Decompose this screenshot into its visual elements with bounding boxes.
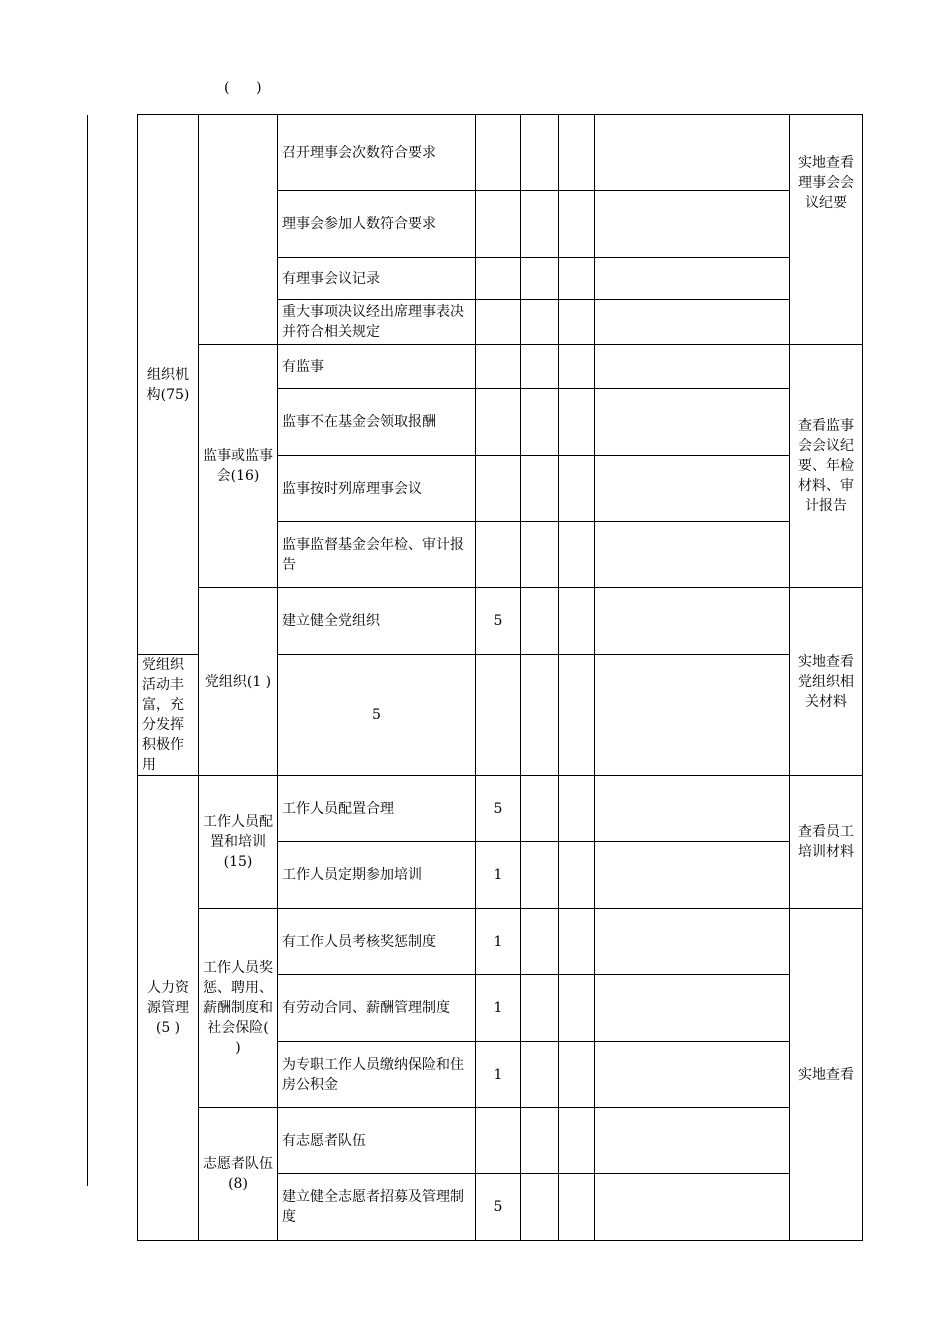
method-supervisor: 查看监事会会议纪要、年检材料、审计报告 (790, 345, 863, 588)
cell-blank (595, 588, 790, 655)
cell-blank (595, 300, 790, 345)
item-text: 工作人员定期参加培训 (278, 842, 476, 909)
cell-blank (559, 456, 595, 522)
cell-blank (521, 975, 559, 1042)
cell-blank (521, 389, 559, 456)
item-score: 1 (476, 909, 521, 975)
subcategory-party: 党组织(1 ) (199, 588, 278, 776)
item-score (476, 345, 521, 389)
category-hr: 人力资源管理(5 ) (138, 776, 199, 1241)
subcategory-staff-training: 工作人员配置和培训(15) (199, 776, 278, 909)
item-score: 5 (476, 776, 521, 842)
item-text: 理事会参加人数符合要求 (278, 191, 476, 258)
evaluation-table (137, 114, 863, 1241)
cell-blank (595, 975, 790, 1042)
cell-blank (559, 776, 595, 842)
table-row (138, 1108, 863, 1174)
cell-blank (595, 776, 790, 842)
cell-blank (521, 300, 559, 345)
item-text: 有监事 (278, 345, 476, 389)
cell-blank (521, 345, 559, 389)
item-text: 有志愿者队伍 (278, 1108, 476, 1174)
table-row (138, 776, 863, 842)
item-score (476, 115, 521, 191)
method-party: 实地查看党组织相关材料 (790, 588, 863, 776)
item-score (476, 1108, 521, 1174)
cell-blank (521, 258, 559, 300)
cell-blank (521, 588, 559, 655)
cell-blank (521, 1108, 559, 1174)
subcategory-council-empty (199, 115, 278, 345)
cell-blank (595, 456, 790, 522)
item-score (476, 522, 521, 588)
cell-blank (559, 345, 595, 389)
item-text: 监事监督基金会年检、审计报告 (278, 522, 476, 588)
cell-blank (559, 389, 595, 456)
cell-blank (595, 1108, 790, 1174)
cell-blank (521, 191, 559, 258)
cell-blank (595, 345, 790, 389)
subcategory-volunteer: 志愿者队伍(8) (199, 1108, 278, 1241)
cell-blank (595, 115, 790, 191)
subcategory-supervisor: 监事或监事会(16) (199, 345, 278, 588)
cell-blank (559, 1042, 595, 1108)
cell-blank (559, 258, 595, 300)
cell-blank (559, 1108, 595, 1174)
item-score: 1 (476, 1042, 521, 1108)
cell-blank (521, 1042, 559, 1108)
item-text: 工作人员配置合理 (278, 776, 476, 842)
item-text: 有劳动合同、薪酬管理制度 (278, 975, 476, 1042)
item-text: 监事按时列席理事会议 (278, 456, 476, 522)
item-score (476, 258, 521, 300)
item-score: 5 (278, 655, 476, 776)
cell-blank (595, 1174, 790, 1241)
item-score (476, 389, 521, 456)
cell-blank (559, 909, 595, 975)
method-onsite: 实地查看 (790, 909, 863, 1241)
item-score: 1 (476, 975, 521, 1042)
cell-blank (559, 588, 595, 655)
cell-blank (521, 115, 559, 191)
item-score (476, 191, 521, 258)
cell-blank (595, 522, 790, 588)
item-text: 召开理事会次数符合要求 (278, 115, 476, 191)
item-text: 党组织活动丰富，充分发挥积极作用 (138, 655, 199, 776)
item-text: 建立健全党组织 (278, 588, 476, 655)
item-text: 建立健全志愿者招募及管理制度 (278, 1174, 476, 1241)
item-score (476, 300, 521, 345)
cell-blank (559, 522, 595, 588)
category-org: 组织机构(75) (138, 115, 199, 655)
cell-blank (476, 655, 521, 776)
cell-blank (521, 776, 559, 842)
item-score (476, 456, 521, 522)
cell-blank (521, 909, 559, 975)
cell-blank (595, 389, 790, 456)
cell-blank (595, 842, 790, 909)
cell-blank (559, 115, 595, 191)
subcategory-staff-rewards: 工作人员奖惩、聘用、薪酬制度和社会保险( ) (199, 909, 278, 1108)
table-row (138, 115, 863, 191)
cell-blank (521, 842, 559, 909)
item-score: 5 (476, 588, 521, 655)
item-score: 5 (476, 1174, 521, 1241)
header-parenthesis: ( ) (224, 80, 262, 96)
cell-blank (559, 191, 595, 258)
method-training: 查看员工培训材料 (790, 776, 863, 909)
item-text: 重大事项决议经出席理事表决并符合相关规定 (278, 300, 476, 345)
item-score: 1 (476, 842, 521, 909)
table-row (138, 588, 863, 655)
cell-blank (595, 909, 790, 975)
cell-blank (595, 1042, 790, 1108)
left-border-line (87, 115, 88, 1186)
cell-blank (595, 191, 790, 258)
cell-blank (559, 975, 595, 1042)
cell-blank (559, 300, 595, 345)
cell-blank (559, 842, 595, 909)
item-text: 监事不在基金会领取报酬 (278, 389, 476, 456)
cell-blank (521, 456, 559, 522)
cell-blank (559, 1174, 595, 1241)
table-row (138, 345, 863, 389)
cell-blank (559, 655, 595, 776)
table-row (138, 909, 863, 975)
cell-blank (521, 655, 559, 776)
cell-blank (595, 258, 790, 300)
item-text: 为专职工作人员缴纳保险和住房公积金 (278, 1042, 476, 1108)
item-text: 有工作人员考核奖惩制度 (278, 909, 476, 975)
item-text: 有理事会议记录 (278, 258, 476, 300)
method-council: 实地查看理事会会议纪要 (790, 115, 863, 345)
cell-blank (521, 1174, 559, 1241)
cell-blank (521, 522, 559, 588)
